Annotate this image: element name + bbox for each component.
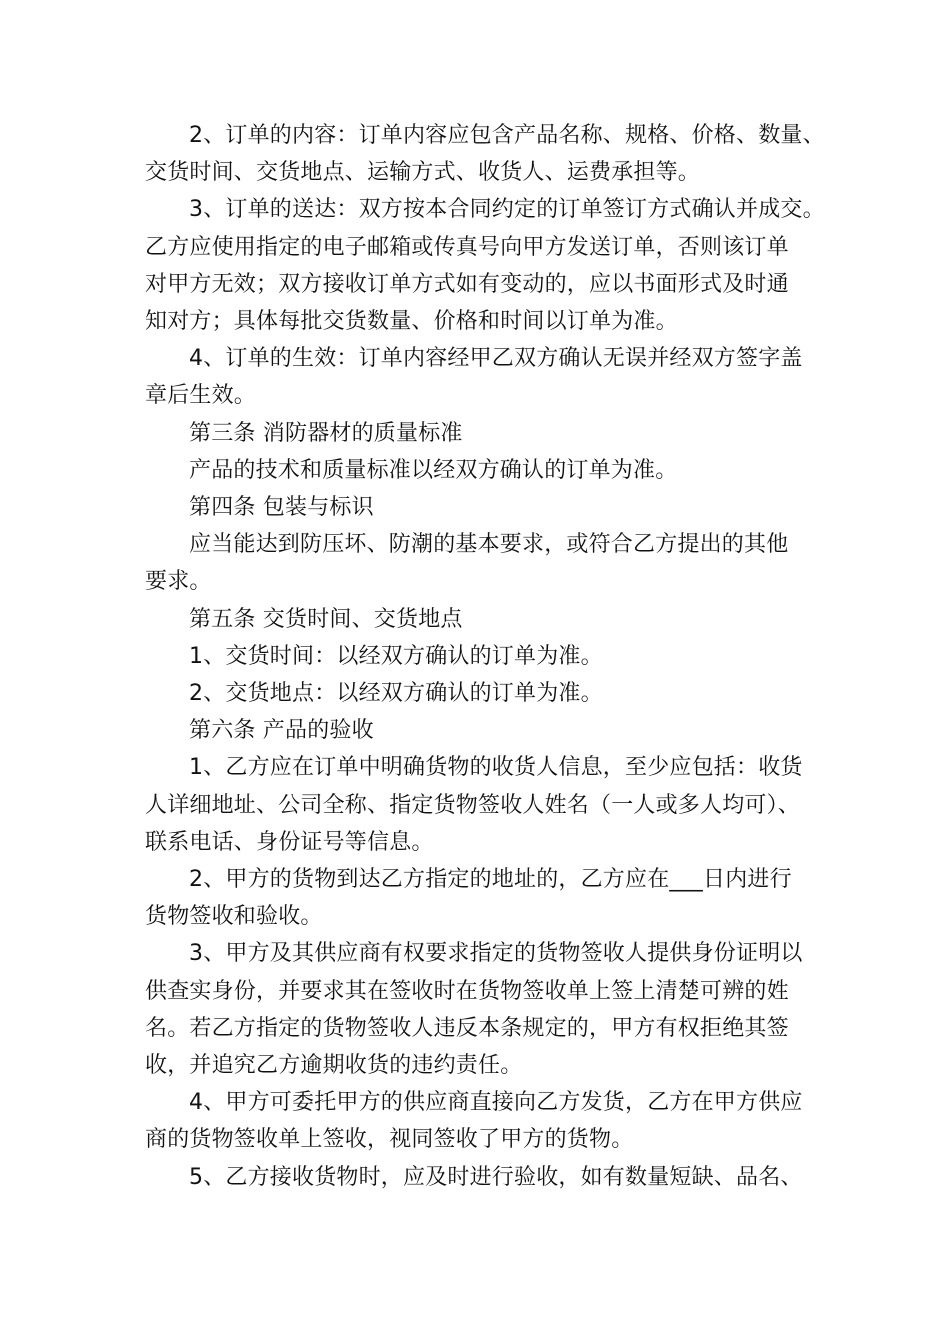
article-5-heading: 第五条 交货时间、交货地点: [189, 606, 463, 632]
paragraph-order-content: [145, 117, 835, 191]
text-line: 货物签收和验收。: [145, 904, 323, 930]
text-line: 2、交货地点：以经双方确认的订单为准。: [189, 681, 603, 707]
article-6-heading: 第六条 产品的验收: [189, 718, 374, 744]
article-4-heading: 第四条 包装与标识: [189, 495, 374, 521]
text-line: 收，并追究乙方逾期收货的违约责任。: [145, 1053, 523, 1079]
text-line: 知对方；具体每批交货数量、价格和时间以订单为准。: [145, 309, 678, 335]
paragraph-delivery-time: [145, 638, 835, 675]
text-line: 3、甲方及其供应商有权要求指定的货物签收人提供身份证明以: [189, 941, 803, 967]
article-3-heading: 第三条 消防器材的质量标准: [189, 420, 463, 446]
text-line: 人详细地址、公司全称、指定货物签收人姓名（一人或多人均可）、: [145, 792, 801, 818]
paragraph-packaging: [145, 526, 835, 600]
text-line: 1、乙方应在订单中明确货物的收货人信息，至少应包括：收货: [189, 755, 803, 781]
text-line: 章后生效。: [145, 383, 257, 409]
text-line: 4、订单的生效：订单内容经甲乙双方确认无误并经双方签字盖: [189, 346, 803, 372]
paragraph-delivery-place: [145, 675, 835, 712]
text-line: 4、甲方可委托甲方的供应商直接向乙方发货，乙方在甲方供应: [189, 1090, 803, 1116]
paragraph-receiver-info: [145, 749, 835, 861]
text-line: 商的货物签收单上签收，视同签收了甲方的货物。: [145, 1127, 634, 1153]
paragraph-order-delivery: [145, 191, 835, 340]
text-line: 名。若乙方指定的货物签收人违反本条规定的，甲方有权拒绝其签: [145, 1015, 789, 1041]
paragraph-quality-standard: [145, 452, 835, 489]
text-line: 乙方应使用指定的电子邮箱或传真号向甲方发送订单，否则该订单: [145, 234, 789, 260]
text-line: 1、交货时间：以经双方确认的订单为准。: [189, 643, 603, 669]
paragraph-receiving-inspection: [145, 1159, 835, 1196]
text-line: 应当能达到防压坏、防潮的基本要求，或符合乙方提出的其他: [189, 532, 789, 558]
paragraph-identity-verification: [145, 935, 835, 1084]
text-line: 3、订单的送达：双方按本合同约定的订单签订方式确认并成交。: [189, 197, 825, 223]
text-line: 供查实身份，并要求其在签收时在货物签收单上签上清楚可辨的姓: [145, 978, 789, 1004]
text-line: 交货时间、交货地点、运输方式、收货人、运费承担等。: [145, 160, 701, 186]
text-line: 对甲方无效；双方接收订单方式如有变动的，应以书面形式及时通: [145, 271, 789, 297]
text-line: 产品的技术和质量标准以经双方确认的订单为准。: [189, 457, 678, 483]
text-line: 2、订单的内容：订单内容应包含产品名称、规格、价格、数量、: [189, 123, 825, 148]
paragraph-sign-and-inspect: [145, 861, 835, 935]
text-line: 联系电话、身份证号等信息。: [145, 829, 434, 855]
document-body: [145, 117, 835, 1196]
text-line: 要求。: [145, 569, 212, 595]
paragraph-supplier-shipping: [145, 1084, 835, 1158]
text-line: 2、甲方的货物到达乙方指定的地址的，乙方应在___日内进行: [189, 867, 792, 893]
text-line: 5、乙方接收货物时，应及时进行验收，如有数量短缺、品名、: [189, 1164, 803, 1190]
paragraph-order-effect: [145, 340, 835, 414]
